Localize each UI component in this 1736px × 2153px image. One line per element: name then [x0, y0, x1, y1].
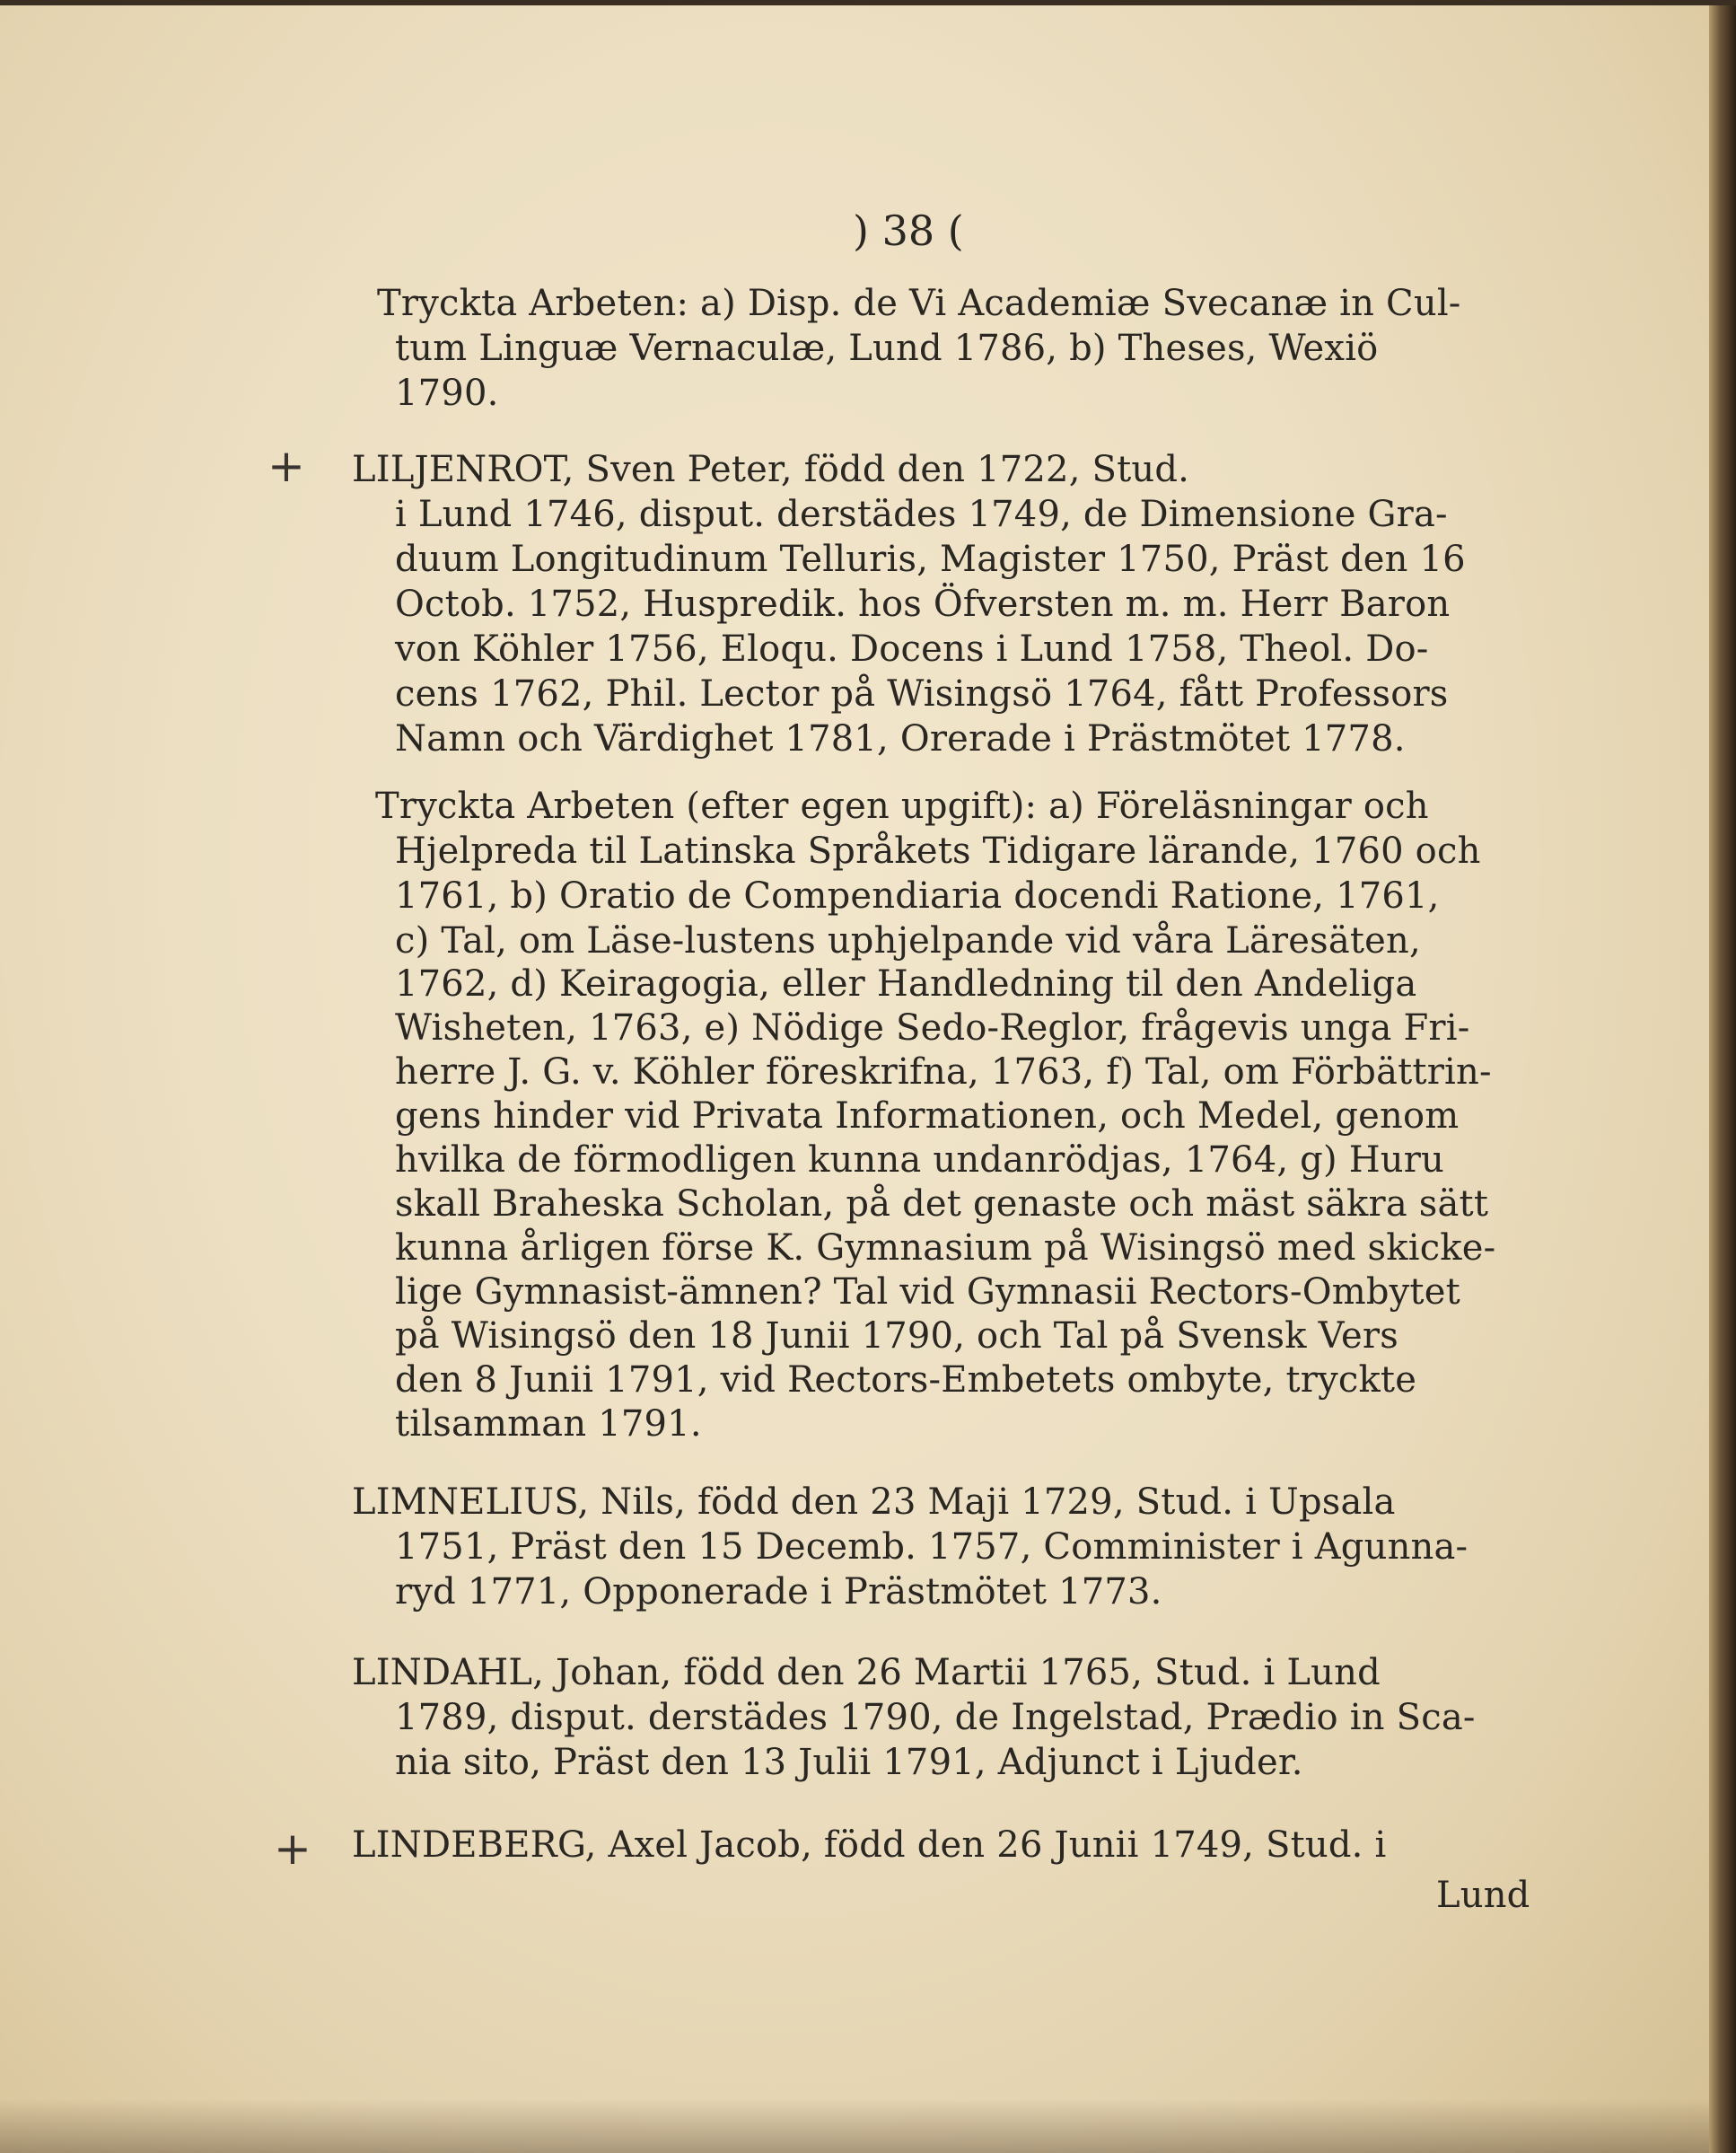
text-line: 1761, b) Oratio de Compendiaria docendi Ratione, 1761, — [395, 875, 1440, 917]
text-line: LIMNELIUS, Nils, född den 23 Maji 1729, Stud. i Upsala — [352, 1481, 1396, 1523]
text-line: c) Tal, om Läse-lustens uphjelpande vid våra Läresäten, — [395, 920, 1421, 962]
text-line: duum Longitudinum Telluris, Magister 1750, Präst den 16 — [395, 539, 1466, 580]
text-line: kunna årligen förse K. Gymnasium på Wisingsö med skicke- — [395, 1227, 1496, 1269]
text-line: cens 1762, Phil. Lector på Wisingsö 1764, fått Professors — [395, 673, 1449, 715]
text-line: Lund — [1436, 1875, 1530, 1916]
text-line: den 8 Junii 1791, vid Rectors-Embetets ombyte, tryckte — [395, 1359, 1417, 1401]
text-line: gens hinder vid Privata Informationen, och Medel, genom — [395, 1095, 1460, 1137]
text-line: von Köhler 1756, Eloqu. Docens i Lund 1758, Theol. Do- — [395, 628, 1429, 670]
text-line: herre J. G. v. Köhler föreskrifna, 1763, f) Tal, om Förbättrin- — [395, 1051, 1492, 1093]
text-line: hvilka de förmodligen kunna undanrödjas, 1764, g) Huru — [395, 1139, 1445, 1181]
text-line: LILJENROT, Sven Peter, född den 1722, Stud. — [352, 449, 1190, 490]
text-line: Tryckta Arbeten: a) Disp. de Vi Academiæ Svecanæ in Cul- — [377, 283, 1461, 324]
text-line: på Wisingsö den 18 Junii 1790, och Tal på Svensk Vers — [395, 1315, 1398, 1357]
page-number: ) 38 ( — [853, 207, 964, 255]
margin-cross-mark: + — [274, 1823, 311, 1875]
text-line: Namn och Värdighet 1781, Orerade i Prästmötet 1778. — [395, 718, 1406, 760]
text-line: LINDEBERG, Axel Jacob, född den 26 Junii 1749, Stud. i — [352, 1824, 1387, 1866]
text-line: skall Braheska Scholan, på det genaste och mäst säkra sätt — [395, 1183, 1489, 1225]
text-line: 1789, disput. derstädes 1790, de Ingelstad, Prædio in Sca- — [395, 1697, 1476, 1738]
book-spine-edge — [1709, 0, 1736, 2153]
text-line: i Lund 1746, disput. derstädes 1749, de Dimensione Gra- — [395, 494, 1448, 535]
text-line: lige Gymnasist-ämnen? Tal vid Gymnasii Rectors-Ombytet — [395, 1271, 1460, 1313]
text-line: Tryckta Arbeten (efter egen upgift): a) Föreläsningar och — [375, 786, 1429, 827]
text-line: 1790. — [395, 373, 499, 414]
text-line: tilsamman 1791. — [395, 1403, 702, 1445]
text-line: 1762, d) Keiragogia, eller Handledning til den Andeliga — [395, 963, 1417, 1005]
text-line: Hjelpreda til Latinska Språkets Tidigare lärande, 1760 och — [395, 830, 1481, 872]
text-line: Octob. 1752, Huspredik. hos Öfversten m. m. Herr Baron — [395, 584, 1451, 625]
text-line: nia sito, Präst den 13 Julii 1791, Adjunct i Ljuder. — [395, 1742, 1303, 1783]
page-bottom-shadow — [0, 2099, 1710, 2153]
text-line: tum Linguæ Vernaculæ, Lund 1786, b) Theses, Wexiö — [395, 328, 1379, 369]
text-line: LINDAHL, Johan, född den 26 Martii 1765, Stud. i Lund — [352, 1652, 1381, 1693]
page-top-edge — [0, 0, 1736, 5]
text-line: 1751, Präst den 15 Decemb. 1757, Comminister i Agunna- — [395, 1526, 1469, 1568]
text-line: Wisheten, 1763, e) Nödige Sedo-Reglor, frågevis unga Fri- — [395, 1007, 1470, 1049]
margin-cross-mark: + — [267, 440, 305, 492]
text-line: ryd 1771, Opponerade i Prästmötet 1773. — [395, 1571, 1162, 1613]
